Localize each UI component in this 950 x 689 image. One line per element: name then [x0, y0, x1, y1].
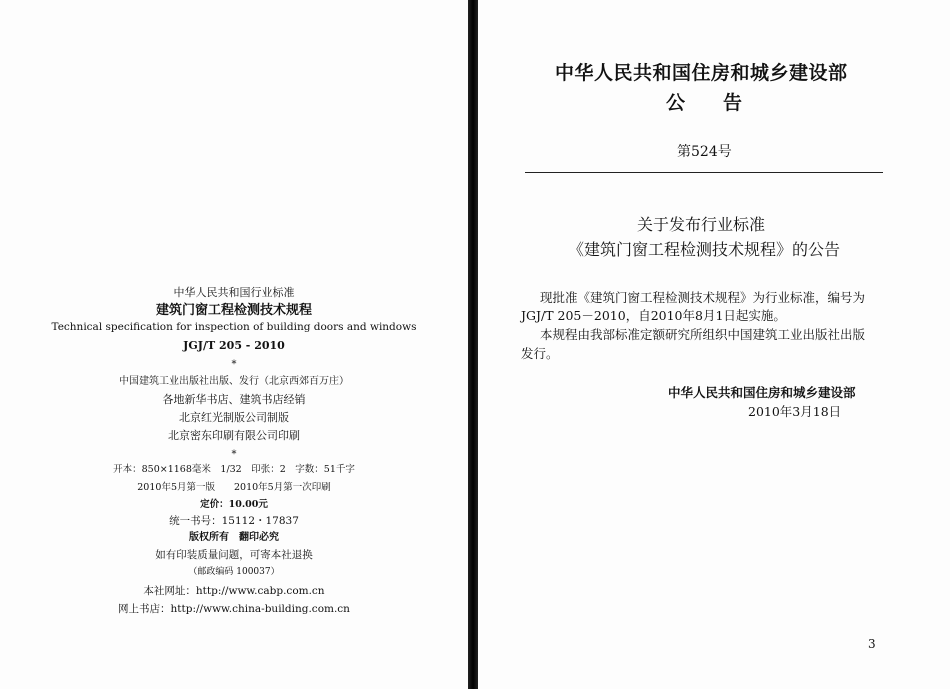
- separator-star: *: [231, 449, 237, 460]
- plate-maker-line: 北京红光制版公司制版: [179, 411, 289, 424]
- distributor-line: 各地新华书店、建筑书店经销: [162, 393, 306, 406]
- postal-code: （邮政编码 100037）: [188, 567, 280, 577]
- notice-number: 第524号: [677, 144, 732, 160]
- book-number: 统一书号：15112・17837: [169, 515, 299, 527]
- notice-label: 公 告: [666, 92, 743, 114]
- publisher-line: 中国建筑工业出版社出版、发行（北京西郊百万庄）: [119, 376, 349, 387]
- announcement-heading-line2: 《建筑门窗工程检测技术规程》的公告: [568, 240, 841, 259]
- ministry-heading: 中华人民共和国住房和城乡建设部: [555, 62, 848, 84]
- book-spine: [468, 0, 478, 689]
- standard-code: JGJ/T 205 - 2010: [183, 339, 285, 352]
- standard-series: 中华人民共和国行业标准: [173, 286, 295, 299]
- paragraph1-line1: 现批准《建筑门窗工程检测技术规程》为行业标准，编号为: [540, 290, 866, 305]
- paragraph2-line1: 本规程由我部标准定额研究所组织中国建筑工业出版社出版: [540, 327, 866, 342]
- standard-title-cn: 建筑门窗工程检测技术规程: [155, 303, 312, 318]
- website-line: 本社网址：http://www.cabp.com.cn: [143, 585, 325, 597]
- announcement-heading-line1: 关于发布行业标准: [637, 215, 766, 234]
- signature-ministry: 中华人民共和国住房和城乡建设部: [668, 385, 856, 400]
- price-line: 定价：10.00元: [200, 499, 268, 510]
- return-notice: 如有印装质量问题，可寄本社退换: [155, 549, 313, 561]
- left-page-copyright: [0, 0, 468, 689]
- divider-rule: [525, 172, 883, 173]
- paragraph2-line2: 发行。: [521, 346, 559, 361]
- edition-line: 2010年5月第一版 2010年5月第一次印刷: [137, 482, 331, 493]
- separator-star: *: [231, 359, 237, 370]
- page-number: 3: [868, 637, 876, 651]
- format-line: 开本：850×1168毫米 1/32 印张：2 字数：51千字: [113, 464, 355, 475]
- online-store-line: 网上书店：http://www.china-building.com.cn: [118, 603, 350, 615]
- printer-line: 北京密东印刷有限公司印刷: [168, 429, 300, 442]
- signature-date: 2010年3月18日: [748, 404, 842, 419]
- standard-title-en: Technical specification for inspection of building doors and windows: [51, 321, 417, 333]
- copyright-line: 版权所有 翻印必究: [189, 532, 279, 543]
- paragraph1-line2: JGJ/T 205－2010，自2010年8月1日起实施。: [521, 308, 786, 323]
